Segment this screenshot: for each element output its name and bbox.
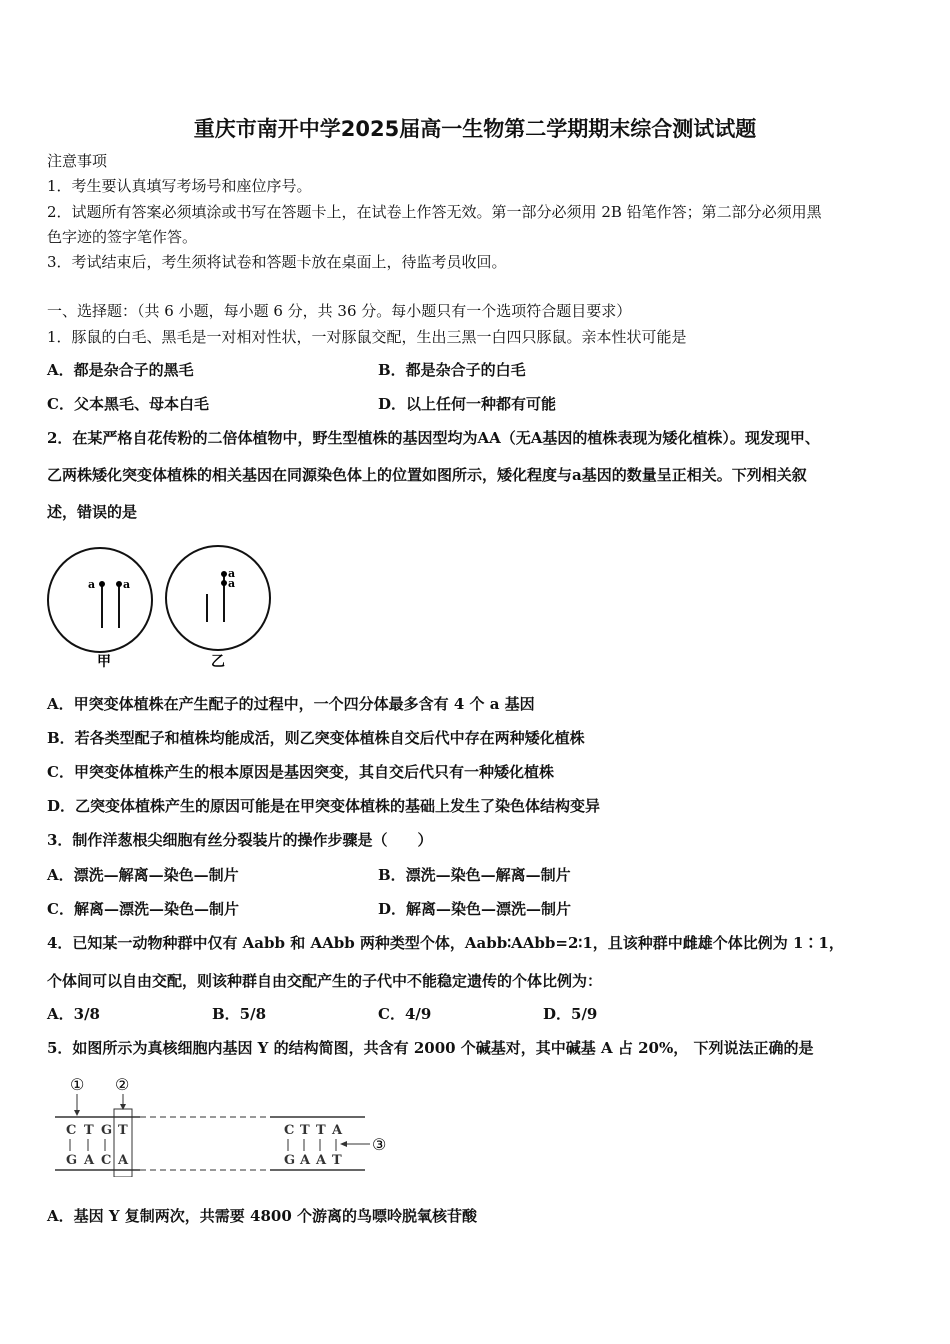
svg-text:A: A (118, 1153, 129, 1168)
q2-option-c: C．甲突变体植株产生的根本原因是基因突变，其自交后代只有一种矮化植株 (47, 763, 554, 781)
q1-stem: 1．豚鼠的白毛、黑毛是一对相对性状，一对豚鼠交配，生出三黑一白四只豚鼠。亲本性状可能是 (47, 328, 687, 346)
q2-stem: 述，错误的是 (47, 503, 138, 521)
q2-option-b: B．若各类型配子和植株均能成活，则乙突变体植株自交后代中存在两种矮化植株 (47, 729, 585, 747)
page-title: 重庆市南开中学2025届高一生物第二学期期末综合测试试题 (193, 117, 757, 141)
notice-item: 3．考试结束后，考生须将试卷和答题卡放在桌面上，待监考员收回。 (47, 253, 507, 271)
q5-option-a: A．基因 Y 复制两次，共需要 4800 个游离的鸟嘌呤脱氧核苷酸 (47, 1207, 477, 1225)
svg-text:A: A (316, 1153, 327, 1168)
q4-stem: 4．已知某一动物种群中仅有 Aabb 和 AAbb 两种类型个体，Aabb∶AAbb=2∶1，且该种群中雌雄个体比例为 1∶1， (47, 934, 844, 952)
chromosome-figure (45, 538, 285, 673)
notice-item: 色字迹的签字笔作答。 (47, 228, 198, 246)
gene-label: a (123, 578, 131, 591)
svg-text:T: T (84, 1123, 94, 1138)
svg-text:G: G (284, 1153, 296, 1168)
svg-text:T: T (316, 1123, 326, 1138)
svg-text:A: A (84, 1153, 95, 1168)
q1-option-a: A．都是杂合子的黑毛 (47, 361, 194, 379)
q2-stem: 2．在某严格自花传粉的二倍体植物中，野生型植株的基因型均为AA（无A基因的植株表现为矮化植株）。现发现甲、 (47, 429, 820, 447)
q4-stem: 个体间可以自由交配，则该种群自由交配产生的子代中不能稳定遗传的个体比例为： (47, 972, 603, 990)
q4-option-d: D．5/9 (543, 1005, 598, 1023)
svg-text:C: C (66, 1123, 77, 1138)
q5-stem: 5．如图所示为真核细胞内基因 Y 的结构简图，共含有 2000 个碱基对，其中碱基 A 占 20%， 下列说法正确的是 (47, 1039, 814, 1057)
marker-3: ③ (372, 1135, 387, 1154)
notice-item: 1．考生要认真填写考场号和座位序号。 (47, 177, 312, 195)
notice-item: 2．试题所有答案必须填涂或书写在答题卡上，在试卷上作答无效。第一部分必须用 2B 铅笔作答；第二部分必须用黑 (47, 203, 822, 221)
q3-stem: 3．制作洋葱根尖细胞有丝分裂装片的操作步骤是（ ） (47, 831, 433, 849)
svg-text:G: G (66, 1153, 78, 1168)
svg-text:A: A (300, 1153, 311, 1168)
marker-2: ② (115, 1075, 130, 1094)
q2-option-d: D．乙突变体植株产生的原因可能是在甲突变体植株的基础上发生了染色体结构变异 (47, 797, 601, 815)
q1-option-c: C．父本黑毛、母本白毛 (47, 395, 209, 413)
q4-option-b: B．5/8 (212, 1005, 267, 1023)
svg-text:T: T (300, 1123, 310, 1138)
q1-option-b: B．都是杂合子的白毛 (378, 361, 526, 379)
label-jia: 甲 (97, 654, 111, 670)
svg-text:C: C (101, 1153, 112, 1168)
svg-text:G: G (101, 1123, 113, 1138)
gene-label: a (228, 577, 236, 590)
dna-figure (50, 1072, 400, 1177)
gene-label: a (88, 578, 96, 591)
q4-option-a: A．3/8 (47, 1005, 100, 1023)
label-yi: 乙 (211, 654, 225, 670)
gene-label: a (228, 567, 236, 580)
q3-option-d: D．解离—染色—漂洗—制片 (378, 900, 572, 918)
svg-text:T: T (332, 1153, 342, 1168)
q2-stem: 乙两株矮化突变体植株的相关基因在同源染色体上的位置如图所示，矮化程度与a基因的数量呈正相关。下列相关叙 (47, 466, 807, 484)
q1-option-d: D．以上任何一种都有可能 (378, 395, 557, 413)
notice-heading: 注意事项 (47, 152, 108, 170)
section-heading: 一、选择题：（共 6 小题，每小题 6 分，共 36 分。每小题只有一个选项符合题目要求） (47, 302, 632, 320)
q3-option-b: B．漂洗—染色—解离—制片 (378, 866, 571, 884)
q3-option-a: A．漂洗—解离—染色—制片 (47, 866, 239, 884)
marker-1: ① (70, 1075, 85, 1094)
q2-option-a: A．甲突变体植株在产生配子的过程中，一个四分体最多含有 4 个 a 基因 (47, 695, 535, 713)
svg-text:T: T (118, 1123, 128, 1138)
svg-text:A: A (332, 1123, 343, 1138)
svg-text:C: C (284, 1123, 295, 1138)
q4-option-c: C．4/9 (378, 1005, 432, 1023)
q3-option-c: C．解离—漂洗—染色—制片 (47, 900, 239, 918)
